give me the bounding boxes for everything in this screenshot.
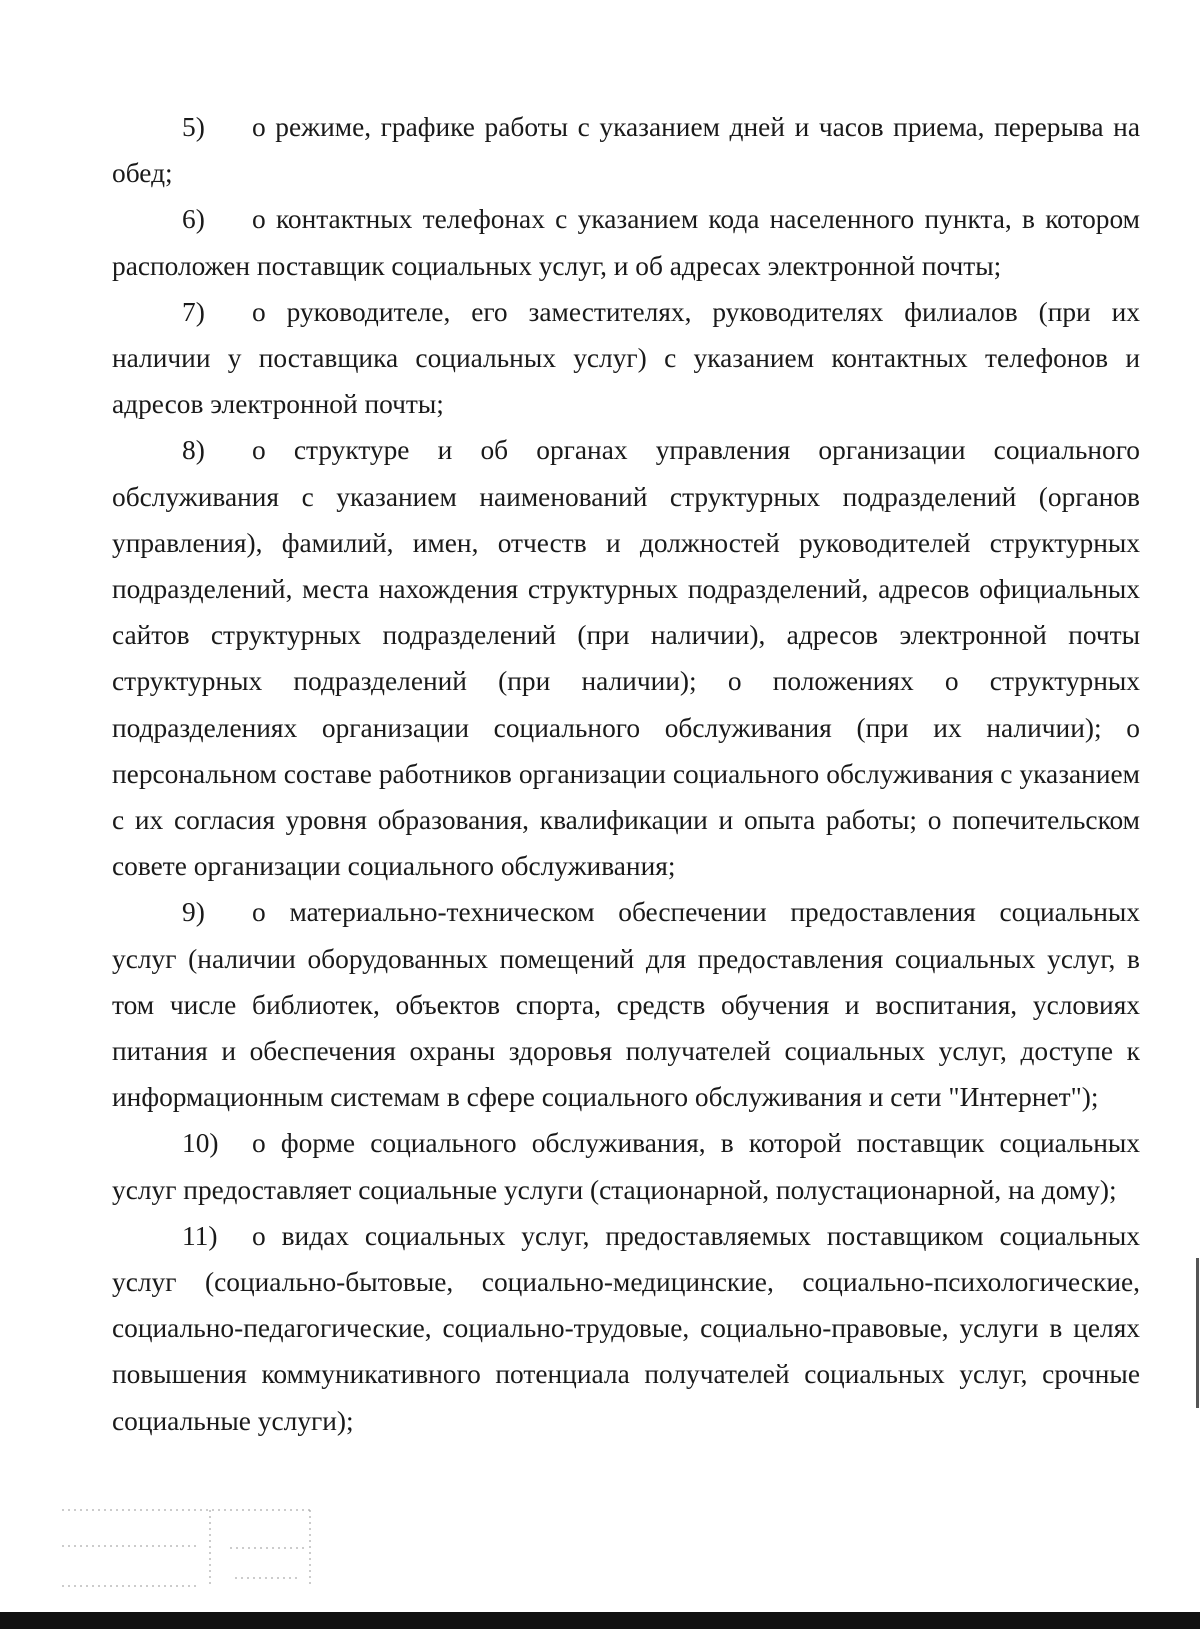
item-number: 8): [182, 435, 205, 466]
list-item: [112, 1213, 1140, 1444]
faded-stamp-mark: [60, 1508, 320, 1590]
item-text: о форме социального обслуживания, в которой поставщик социальных услуг предоставляет социальные услуги (стационарной, полустационарной, на дому);: [112, 1128, 1140, 1205]
list-item: [112, 104, 1140, 196]
item-number: 5): [182, 112, 205, 142]
list-item: [112, 289, 1140, 428]
item-number: 7): [182, 296, 205, 327]
item-text: о контактных телефонах с указанием кода населенного пункта, в котором расположен поставщик социальных услуг, и об адресах электронной почты;: [112, 204, 1140, 281]
item-text: о руководителе, его заместителях, руководителях филиалов (при их наличии у поставщика социальных услуг) с указанием контактных телефонов и адресов электронной почты;: [112, 296, 1140, 420]
item-text: о структуре и об органах управления организации социального обслуживания с указанием наименований структурных подразделений (органов управления), фамилий, имен, отчеств и должностей руководителей структурных подразделений, места нахождения структурных подразделений, адресов официальных сайтов структурных подразделений (при наличии), адресов электронной почты структурных подразделений (при наличии); о положениях о структурных подразделениях организации социального обслуживания (при их наличии); о персональном составе работников организации социального обслуживания с указанием с их согласия уровня образования, квалификации и опыта работы; о попечительском совете организации социального обслуживания;: [112, 435, 1140, 882]
item-text: о материально-техническом обеспечении предоставления социальных услуг (наличии оборудованных помещений для предоставления социальных услуг, в том числе библиотек, объектов спорта, средств обучения и воспитания, условиях питания и обеспечения охраны здоровья получателей социальных услуг, доступе к информационным системам в сфере социального обслуживания и сети "Интернет");: [112, 897, 1140, 1113]
list-item: [112, 427, 1140, 889]
item-text: о режиме, графике работы с указанием дней и часов приема, перерыва на обед;: [112, 112, 1140, 189]
scan-edge-mark: [1196, 1258, 1199, 1408]
list-item: [112, 889, 1140, 1120]
document-body: [112, 104, 1140, 1444]
list-item: [112, 196, 1140, 288]
item-number: 10): [182, 1128, 219, 1159]
scan-bottom-border: [0, 1612, 1200, 1629]
item-text: о видах социальных услуг, предоставляемых поставщиком социальных услуг (социально-бытовые, социально-медицинские, социально-психологические, социально-педагогические, социально-трудовые, социально-правовые, услуги в целях повышения коммуникативного потенциала получателей социальных услуг, срочные социальные услуги);: [112, 1220, 1140, 1436]
item-number: 6): [182, 204, 205, 235]
item-number: 9): [182, 897, 205, 928]
item-number: 11): [182, 1220, 218, 1251]
list-item: [112, 1120, 1140, 1212]
